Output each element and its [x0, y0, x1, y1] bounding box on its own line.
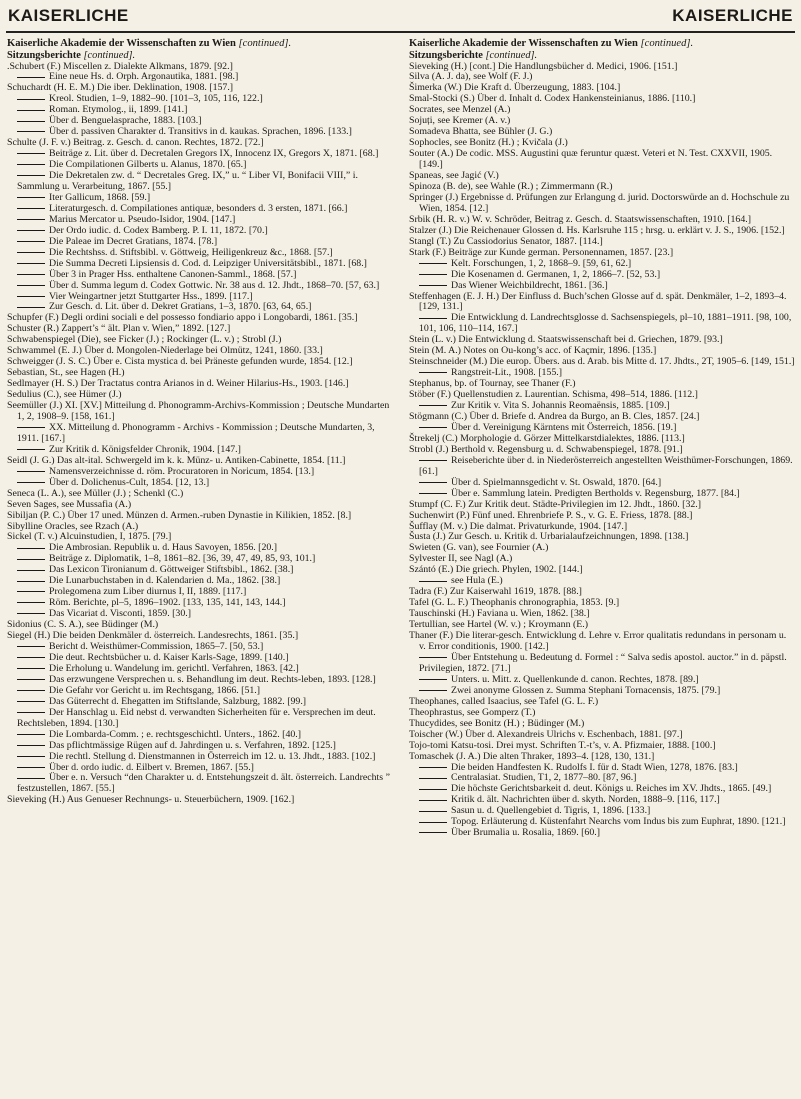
index-subentry: Die Entwicklung d. Landrechtsglosse d. Sachsenspiegels, pl–10, 1881–1911. [98, 100, 101, 106, 110–114, 167.] — [409, 313, 795, 335]
index-subentry: Über d. passiven Charakter d. Transitivs in d. kaukas. Sprachen, 1896. [133.] — [7, 127, 393, 138]
index-subentry: Unters. u. Mitt. z. Quellenkunde d. canon. Rechtes, 1878. [89.] — [409, 675, 795, 686]
index-subentry: Prolegomena zum Liber diurnus I, II, 1889. [117.] — [7, 587, 393, 598]
index-subentry: Der Hanschlag u. Eid nebst d. verwandten Sicherheiten für e. Versprechen im deut. Rechtsleben, 1894. [130.] — [7, 708, 393, 730]
index-subentry: Das Lexicon Tironianum d. Göttweiger Stiftsbibl., 1862. [38.] — [7, 565, 393, 576]
index-subentry: Iter Gallicum, 1868. [59.] — [7, 193, 393, 204]
continued-note: [continued]. — [485, 50, 538, 61]
index-subentry: see Hula (E.) — [409, 576, 795, 587]
index-entry: Sibiljan (P. C.) Über 17 uned. Münzen d. Armen.-ruben Dynastie in Kilikien, 1852. [8.] — [7, 509, 352, 521]
index-subentry: Centralasiat. Studien, T1, 2, 1877–80. [87, 96.] — [409, 773, 795, 784]
column-heading-text: Kaiserliche Akademie der Wissenschaften zu Wien — [409, 38, 638, 49]
section-subheading — [409, 50, 795, 62]
index-entry: Schwammel (E. J.) Über d. Mongolen-Niederlage bei Olmütz, 1241, 1860. [33.] — [7, 345, 323, 357]
index-entry: Šimerka (W.) Die Kraft d. Überzeugung, 1883. [104.] — [409, 82, 621, 94]
index-subentry: Sasun u. d. Quellengebiet d. Tigris, 1, 1896. [133.] — [409, 806, 795, 817]
index-subentry: Die Lombarda-Comm. ; e. rechtsgeschichtl. Unters., 1862. [40.] — [7, 730, 393, 741]
index-entry: Sophocles, see Bonitz (H.) ; Kvičala (J.) — [409, 137, 568, 149]
index-entry: .Schubert (F.) Miscellen z. Dialekte Alkmans, 1879. [92.] — [7, 60, 233, 72]
index-entry: Sibylline Oracles, see Rzach (A.) — [7, 520, 139, 532]
index-entry: Toischer (W.) Über d. Alexandreis Ulrichs v. Eschenbach, 1881. [97.] — [409, 728, 683, 740]
index-subentry: Kritik d. ält. Nachrichten über d. skyth. Norden, 1888–9. [116, 117.] — [409, 795, 795, 806]
index-entry: Seemüller (J.) XI. [XV.] Mitteilung d. Phonogramm-Archivs-Kommission ; Deutsche Mundarten 1, 2, 1908–9. [158, 161.] — [7, 400, 390, 422]
index-entry: Tadra (F.) Zur Kaiserwahl 1619, 1878. [88.] — [409, 586, 582, 598]
section-subheading — [7, 50, 393, 62]
index-entry: Schuchardt (H. E. M.) Die iber. Deklination, 1908. [157.] — [7, 82, 234, 94]
index-entry: Socrates, see Menzel (A.) — [409, 104, 511, 116]
index-entry: Srbik (H. R. v.) W. v. Schröder, Beitrag z. Gesch. d. Staatswissenschaften, 1910. [164.] — [409, 213, 751, 225]
index-entry: Schuster (R.) Zappert’s “ ält. Plan v. Wien,” 1892. [127.] — [7, 323, 231, 335]
index-entry: Spinoza (B. de), see Wahle (R.) ; Zimmermann (R.) — [409, 180, 613, 192]
index-entry: Schwabenspiegel (Die), see Ficker (J.) ; Rockinger (L. v.) ; Strobl (J.) — [7, 334, 282, 346]
index-subentry: Beiträge z. Diplomatik, 1–8, 1861–82. [36, 39, 47, 49, 85, 93, 101.] — [7, 554, 393, 565]
entry-list — [409, 62, 795, 840]
index-entry: Szántó (E.) Die griech. Phylen, 1902. [144.] — [409, 564, 583, 576]
index-entry: Sylvester II, see Nagl (A.) — [409, 553, 513, 565]
index-subentry: Namensverzeichnisse d. röm. Procuratoren in Noricum, 1854. [13.] — [7, 467, 393, 478]
column-heading-text: Kaiserliche Akademie der Wissenschaften zu Wien — [7, 38, 236, 49]
index-subentry: Über e. Sammlung latein. Predigten Bertholds v. Regensburg, 1877. [84.] — [409, 489, 795, 500]
index-subentry: Beiträge z. Lit. über d. Decretalen Gregors IX, Innocenz IX, Gregors X, 1871. [68.] — [7, 149, 393, 160]
index-entry: Thucydides, see Bonitz (H.) ; Büdinger (M.) — [409, 717, 585, 729]
index-subentry: Die Rechtshss. d. Stiftsbibl. v. Göttweig, Heiligenkreuz &c., 1868. [57.] — [7, 248, 393, 259]
index-subentry: Vier Weingartner jetzt Stuttgarter Hss., 1899. [117.] — [7, 292, 393, 303]
index-subentry: Reiseberichte über d. in Niederösterreich angestellten Weisthümer-Forschungen, 1869. [61.] — [409, 456, 795, 478]
index-entry: Stark (F.) Beiträge zur Kunde german. Personennamen, 1857. [23.] — [409, 246, 674, 258]
index-entry: Suchenwirt (P.) Fünf uned. Ehrenbriefe P. S., v. G. E. Friess, 1878. [88.] — [409, 509, 693, 521]
index-subentry: Marius Mercator u. Pseudo-Isidor, 1904. [147.] — [7, 215, 393, 226]
index-entry: Steffenhagen (E. J. H.) Der Einfluss d. Buch’schen Glosse auf d. spät. Denkmäler, 1–2, 1893–4. [129, 131.] — [409, 290, 787, 313]
index-subentry: Über e. n. Versuch “den Charakter u. d. Entstehungszeit d. ält. österreich. Landrechts ” festzustellen, 1867. [55.] — [7, 773, 393, 795]
index-entry: Sidonius (C. S. A.), see Büdinger (M.) — [7, 619, 159, 631]
column-heading — [409, 38, 795, 50]
index-entry: Tertullian, see Hartel (W. v.) ; Kroymann (E.) — [409, 619, 588, 631]
right-column — [409, 38, 795, 1093]
index-entry: Strobl (J.) Berthold v. Regensburg u. d. Schwabenspiegel, 1878. [91.] — [409, 443, 683, 455]
index-entry: Šufflay (M. v.) Die dalmat. Privaturkunde, 1904. [147.] — [409, 520, 628, 532]
index-subentry: Über 3 in Prager Hss. enthaltene Canonen-Samml., 1868. [57.] — [7, 270, 393, 281]
index-subentry: Die Kosenamen d. Germanen, 1, 2, 1866–7. [52, 53.] — [409, 270, 795, 281]
index-entry: Thaner (F.) Die literar-gesch. Entwicklung d. Lehre v. Error qualitatis redundans in personam u. v. Error conditionis, 1900. [142.] — [409, 630, 787, 653]
index-entry: Seneca (L. A.), see Müller (J.) ; Schenkl (C.) — [7, 487, 184, 499]
index-entry: Stumpf (C. F.) Zur Kritik deut. Städte-Privilegien im 12. Jhdt., 1860. [32.] — [409, 498, 702, 510]
continued-note: [continued]. — [238, 38, 292, 49]
index-entry: Sedulius (C.), see Hümer (J.) — [7, 389, 122, 401]
subheading-text: Sitzungsberichte — [409, 50, 483, 61]
index-entry: Sebastian, St., see Hagen (H.) — [7, 367, 125, 379]
index-subentry: Die beiden Handfesten K. Rudolfs I. für d. Stadt Wien, 1278, 1876. [83.] — [409, 763, 795, 774]
index-entry: Springer (J.) Ergebnisse d. Prüfungen zur Erlangung d. jurid. Doctorswürde an d. Hochschule zu Wien, 1854. [12.] — [409, 191, 790, 214]
index-subentry: Literaturgesch. d. Compilationes antiquæ, besonders d. 3 ersten, 1871. [66.] — [7, 204, 393, 215]
running-head-right: KAISERLICHE — [672, 6, 793, 25]
index-subentry: Kelt. Forschungen, 1, 2, 1868–9. [59, 61, 62.] — [409, 259, 795, 270]
index-subentry: Die Compilationen Gilberts u. Alanus, 1870. [65.] — [7, 160, 393, 171]
index-subentry: Rangstreit-Lit., 1908. [155.] — [409, 368, 795, 379]
index-subentry: Die deut. Rechtsbücher u. d. Kaiser Karls-Sage, 1899. [140.] — [7, 653, 393, 664]
index-subentry: XX. Mitteilung d. Phonogramm - Archivs - Kommission ; Deutsche Mundarten, 3, 1911. [167.] — [7, 423, 393, 445]
index-subentry: Über d. Summa legum d. Codex Gottwic. Nr. 38 aus d. 12. Jhdt., 1868–70. [57, 63.] — [7, 281, 393, 292]
index-entry: Siegel (H.) Die beiden Denkmäler d. österreich. Landesrechts, 1861. [35.] — [7, 630, 299, 642]
index-subentry: Über d. Spielmannsgedicht v. St. Oswald, 1870. [64.] — [409, 478, 795, 489]
index-subentry: Über Brumalia u. Rosalia, 1869. [60.] — [409, 828, 795, 839]
index-subentry: Das Güterrecht d. Ehegatten im Stiftslande, Salzburg, 1882. [99.] — [7, 697, 393, 708]
index-entry: Tojo-tomi Katsu-tosi. Drei myst. Schriften T.-t’s, v. A. Pfizmaier, 1888. [100.] — [409, 739, 716, 751]
index-entry: Sieveking (H.) [cont.] Die Handlungsbücher d. Medici, 1906. [151.] — [409, 60, 678, 72]
header-rule — [6, 31, 795, 33]
index-subentry: Topog. Erläuterung d. Küstenfahrt Nearchs vom Indus bis zum Euphrat, 1890. [121.] — [409, 817, 795, 828]
index-entry: Schweigger (J. S. C.) Über e. Cista mystica d. bei Präneste gefunden wurde, 1854. [12.] — [7, 356, 353, 368]
index-entry: Seidl (J. G.) Das alt-ital. Schwergeld im k. k. Münz- u. Antiken-Cabinette, 1854. [11.] — [7, 454, 346, 466]
index-subentry: Bericht d. Weisthümer-Commission, 1865–7. [50, 53.] — [7, 642, 393, 653]
index-subentry: Die Erholung u. Wandelung im. gerichtl. Verfahren, 1863. [42.] — [7, 664, 393, 675]
left-column — [7, 38, 393, 1093]
index-entry: Sieveking (H.) Aus Genueser Rechnungs- u. Steuerbüchern, 1909. [162.] — [7, 794, 295, 806]
index-subentry: Das pflichtmässige Rügen auf d. Jahrdingen u. s. Verfahren, 1892. [125.] — [7, 741, 393, 752]
index-entry: Schupfer (F.) Degli ordini sociali e del possesso fondiario appo i Longobardi, 1861. [35.] — [7, 312, 358, 324]
index-subentry: Über d. Vereinigung Kärntens mit Österreich, 1856. [19.] — [409, 423, 795, 434]
index-subentry: Über d. Benguelasprache, 1883. [103.] — [7, 116, 393, 127]
index-subentry: Über d. Dolichenus-Cult, 1854. [12, 13.] — [7, 478, 393, 489]
index-entry: Stein (L. v.) Die Entwicklung d. Staatswissenschaft bei d. Griechen, 1879. [93.] — [409, 334, 723, 346]
index-subentry: Die Lunarbuchstaben in d. Kalendarien d. Ma., 1862. [38.] — [7, 576, 393, 587]
index-subentry: Die Ambrosian. Republik u. d. Haus Savoyen, 1856. [20.] — [7, 543, 393, 554]
index-entry: Sickel (T. v.) Alcuinstudien, I, 1875. [79.] — [7, 531, 172, 543]
index-entry: Souter (A.) De codic. MSS. Augustini quæ feruntur quæst. Veteri et N. Test. CXXVII, 1905. [149.] — [409, 148, 773, 171]
index-subentry: Das Wiener Weichbildrecht, 1861. [36.] — [409, 281, 795, 292]
index-entry: Theophrastus, see Gomperz (T.) — [409, 706, 536, 718]
index-subentry: Die Gefahr vor Gericht u. im Rechtsgang, 1866. [51.] — [7, 686, 393, 697]
index-entry: Štrekelj (C.) Morphologie d. Görzer Mittelkarstdialektes, 1886. [113.] — [409, 432, 685, 444]
index-subentry: Das Vicariat d. Visconti, 1859. [30.] — [7, 609, 393, 620]
subheading-text: Sitzungsberichte — [7, 50, 81, 61]
index-subentry: Roman. Etymolog., ii, 1899. [141.] — [7, 105, 393, 116]
column-heading — [7, 38, 393, 50]
index-entry: Steinschneider (M.) Die europ. Übers. aus d. Arab. bis Mitte d. 17. Jhdts., 2T, 1905–6. [149, 151.] — [409, 356, 795, 368]
index-entry: Stangl (T.) Zu Cassiodorius Senator, 1887. [114.] — [409, 235, 603, 247]
continued-note: [continued]. — [83, 50, 136, 61]
index-subentry: Über d. ordo iudic. d. Eilbert v. Bremen, 1867. [55.] — [7, 763, 393, 774]
index-entry: Šusta (J.) Zur Gesch. u. Kritik d. Urbarialaufzeichnungen, 1898. [138.] — [409, 531, 689, 543]
index-subentry: Über Entstehung u. Bedeutung d. Formel : “ Salva sedis apostol. auctor.” in d. päpstl. Privilegien, 1872. [71.] — [409, 653, 795, 675]
continued-note: [continued]. — [640, 38, 694, 49]
index-subentry: Das erzwungene Versprechen u. s. Behandlung im deut. Rechts-leben, 1893. [128.] — [7, 675, 393, 686]
index-entry: Silva (A. J. da), see Wolf (F. J.) — [409, 71, 533, 83]
index-entry: Tomaschek (J. A.) Die alten Thraker, 1893–4. [128, 130, 131.] — [409, 750, 655, 762]
index-subentry: Die Summa Decreti Lipsiensis d. Cod. d. Leipziger Universitätsbibl., 1871. [68.] — [7, 259, 393, 270]
index-entry: Stögmann (C.) Über d. Briefe d. Andrea da Burgo, an B. Cles, 1857. [24.] — [409, 411, 700, 422]
index-subentry: Die rechtl. Stellung d. Dienstmannen in Österreich im 12. u. 13. Jhdt., 1883. [102.] — [7, 752, 393, 763]
index-subentry: Eine neue Hs. d. Orph. Argonautika, 1881. [98.] — [7, 72, 393, 83]
index-entry: Tauschinski (H.) Faviana u. Wien, 1862. [38.] — [409, 608, 590, 620]
index-entry: Schulte (J. F. v.) Beitrag. z. Gesch. d. canon. Rechtes, 1872. [72.] — [7, 137, 264, 149]
index-entry: Somadeva Bhatta, see Bühler (J. G.) — [409, 126, 553, 138]
index-entry: Swieten (G. van), see Fournier (A.) — [409, 542, 549, 554]
index-entry: Theophanes, called Isaacius, see Tafel (G. L. F.) — [409, 695, 599, 707]
index-entry: Sojuți, see Kremer (A. v.) — [409, 115, 511, 127]
index-entry: Stöber (F.) Quellenstudien z. Laurentian. Schisma, 498–514, 1886. [112.] — [409, 389, 698, 401]
index-subentry: Zwei anonyme Glossen z. Summa Stephani Tornacensis, 1875. [79.] — [409, 686, 795, 697]
index-subentry: Die höchste Gerichtsbarkeit d. deut. Königs u. Reiches im XV. Jhdts., 1865. [49.] — [409, 784, 795, 795]
index-entry: Sedlmayer (H. S.) Der Tractatus contra Arianos in d. Weiner Hilarius-Hs., 1903. [146.] — [7, 378, 349, 390]
index-entry: Spaneas, see Jagić (V.) — [409, 170, 499, 182]
index-entry: Stein (M. A.) Notes on Ou-kong’s acc. of Kaçmir, 1896. [135.] — [409, 345, 657, 357]
index-entry: Tafel (G. L. F.) Theophanis chronographia, 1853. [9.] — [409, 597, 620, 609]
index-entry: Stephanus, bp. of Tournay, see Thaner (F.) — [409, 378, 576, 390]
index-subentry: Röm. Berichte, pl–5, 1896–1902. [133, 135, 141, 143, 144.] — [7, 598, 393, 609]
index-subentry: Die Dekretalen zw. d. “ Decretales Greg. IX,” u. “ Liber VI, Bonifacii VIII,” i. Sammlung u. Verarbeitung, 1867. [55.] — [7, 171, 393, 193]
index-subentry: Zur Gesch. d. Lit. über d. Dekret Gratians, 1–3, 1870. [63, 64, 65.] — [7, 302, 393, 313]
entry-list — [7, 62, 393, 807]
index-entry: Stalzer (J.) Die Reichenauer Glossen d. Hs. Karlsruhe 115 ; hrsg. u. erklärt v. J. S., 1906. [152.] — [409, 224, 785, 236]
index-subentry: Zur Kritik d. Königsfelder Chronik, 1904. [147.] — [7, 445, 393, 456]
index-subentry: Der Ordo iudic. d. Codex Bamberg. P. I. 11, 1872. [70.] — [7, 226, 393, 237]
index-subentry: Zur Kritik v. Vita S. Johannis Reomaënsis, 1885. [109.] — [409, 401, 795, 412]
index-entry: Seven Sages, see Mussafia (A.) — [7, 498, 132, 510]
index-entry: Smal-Stocki (S.) Über d. Inhalt d. Codex Hankensteinianus, 1886. [110.] — [409, 93, 696, 105]
running-head-left: KAISERLICHE — [8, 6, 129, 25]
index-subentry: Kreol. Studien, 1–9, 1882–90. [101–3, 105, 116, 122.] — [7, 94, 393, 105]
index-subentry: Die Paleae im Decret Gratians, 1874. [78.] — [7, 237, 393, 248]
